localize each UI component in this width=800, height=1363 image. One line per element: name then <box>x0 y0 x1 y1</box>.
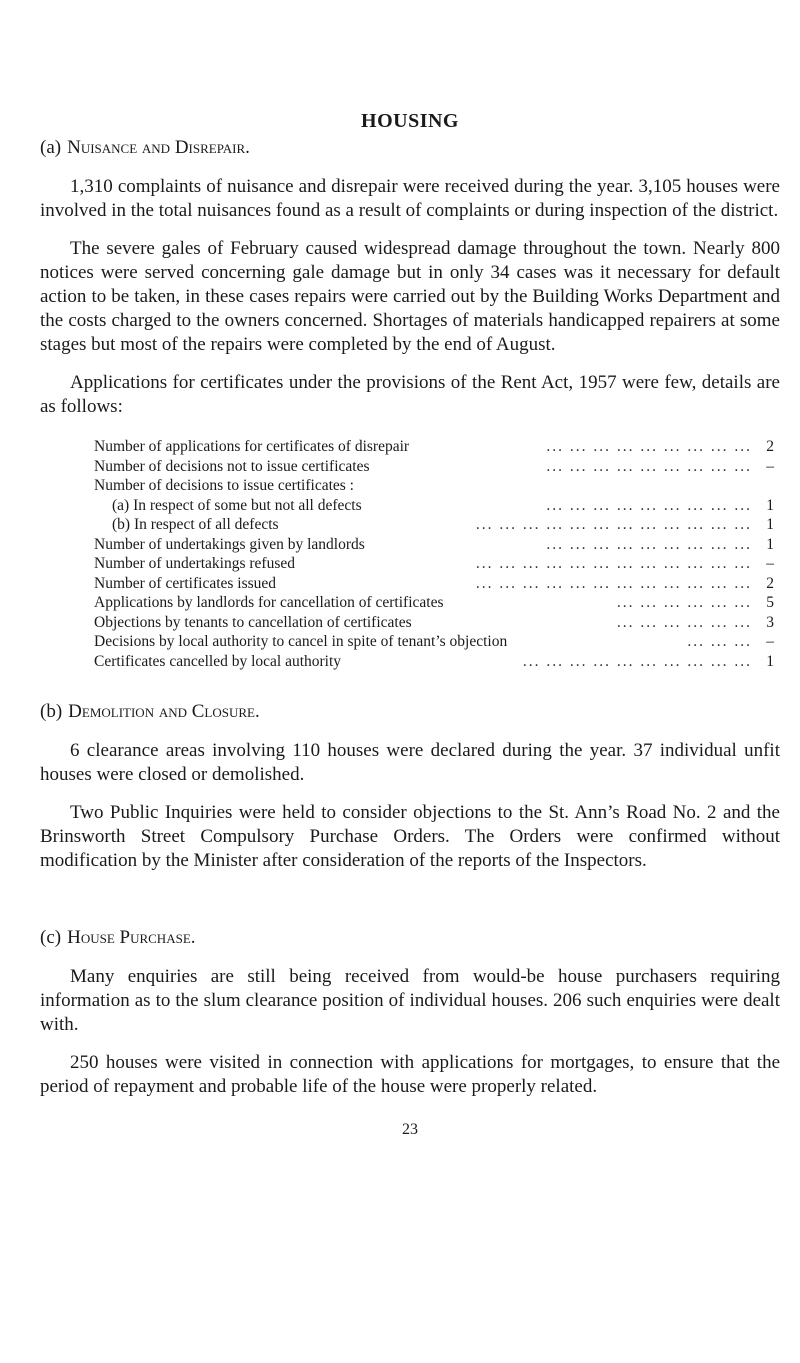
leader-dots: ... ... ... ... ... ... ... ... ... <box>546 496 752 514</box>
row-label: Certificates cancelled by local authority <box>94 652 342 670</box>
row-label: Decisions by local authority to cancel in spite of tenant’s objection <box>94 633 508 650</box>
table-row <box>94 632 774 652</box>
page-number: 23 <box>402 1121 418 1138</box>
document-page <box>40 110 780 1139</box>
row-label: Number of undertakings given by landlords <box>94 535 365 553</box>
leader-dots: ... ... ... ... ... ... ... ... ... <box>546 457 752 475</box>
section-c-heading <box>40 927 780 949</box>
row-label: Number of applications for certificates of disrepair <box>94 438 410 455</box>
section-a-paragraph-2: The severe gales of February caused widespread damage throughout the town. Nearly 800 notices were served concerning gale damage but in only 34 cases was it necessary for default action to be taken, in these cases repairs were carried out by the Building Works Department and the costs charged to the owners concerned. Shortages of materials handicapped repairers at some stages but most of the repairs were completed by the end of August. <box>40 238 780 355</box>
row-label: Number of undertakings refused <box>94 555 296 572</box>
row-label: Applications by landlords for cancellation of certificates <box>94 594 444 611</box>
leader-dots: ... ... ... ... ... ... ... ... ... <box>546 438 752 455</box>
row-label: Number of decisions not to issue certificates <box>94 457 370 475</box>
leader-dots: ... ... ... ... ... ... ... ... ... ... ... ... <box>475 574 752 592</box>
row-value: 5 <box>766 594 774 611</box>
row-value: 1 <box>766 516 774 533</box>
table-row <box>94 437 774 457</box>
leader-dots: ... ... ... ... ... ... <box>616 613 752 631</box>
page-title: HOUSING <box>361 110 459 132</box>
table-row <box>94 496 774 516</box>
section-b-label: (b) <box>40 701 63 722</box>
table-row <box>94 515 774 535</box>
leader-dots: ... ... ... <box>687 633 752 650</box>
section-a-paragraph-1: 1,310 complaints of nuisance and disrepair were received during the year. 3,105 houses were involved in the total nuisances found as a result of complaints or during inspection of the district. <box>40 176 780 221</box>
table-row <box>94 574 774 594</box>
table-row <box>94 652 774 672</box>
row-value: 2 <box>766 438 774 455</box>
row-value: 1 <box>766 496 774 514</box>
table-row <box>94 593 774 613</box>
leader-dots: ... ... ... ... ... ... ... ... ... ... ... ... <box>475 516 752 533</box>
section-a-paragraph-3: Applications for certificates under the provisions of the Rent Act, 1957 were few, details are as follows: <box>40 372 780 417</box>
row-value: – <box>766 633 774 650</box>
leader-dots: ... ... ... ... ... ... <box>616 594 752 611</box>
section-a-heading <box>40 137 780 159</box>
section-c-label: (c) <box>40 927 62 948</box>
row-label: Number of certificates issued <box>94 574 277 592</box>
table-row <box>94 613 774 633</box>
section-b-paragraph-2: Two Public Inquiries were held to consider objections to the St. Ann’s Road No. 2 and the Brinsworth Street Compulsory Purchase Orders. The Orders were confirmed without modification by the Minister after consideration of the reports of the Inspectors. <box>40 802 780 871</box>
table-row <box>94 457 774 477</box>
section-a-title: Nuisance and Disrepair. <box>67 137 250 158</box>
section-b-heading <box>40 701 780 723</box>
row-value: – <box>766 457 774 475</box>
section-c-paragraph-2: 250 houses were visited in connection with applications for mortgages, to ensure that the period of repayment and probable life of the house were properly related. <box>40 1052 780 1097</box>
row-value: – <box>766 555 774 572</box>
table-row <box>94 476 774 496</box>
section-a-label: (a) <box>40 137 62 158</box>
row-value: 1 <box>766 652 774 670</box>
row-label: Objections by tenants to cancellation of certificates <box>94 613 412 631</box>
row-label: Number of decisions to issue certificates : <box>94 477 354 494</box>
table-row <box>94 554 774 574</box>
row-label: (a) In respect of some but not all defects <box>112 496 362 514</box>
leader-dots: ... ... ... ... ... ... ... ... ... ... <box>522 652 752 670</box>
leader-dots: ... ... ... ... ... ... ... ... ... ... ... ... <box>475 555 752 572</box>
row-value: 3 <box>766 613 774 631</box>
section-b-title: Demolition and Closure. <box>68 701 260 722</box>
row-value: 1 <box>766 535 774 553</box>
row-label: (b) In respect of all defects <box>112 516 279 533</box>
section-c-title: House Purchase. <box>67 927 196 948</box>
table-row <box>94 535 774 555</box>
section-c-paragraph-1: Many enquiries are still being received from would-be house purchasers requiring information as to the slum clearance position of individual houses. 206 such enquiries were dealt with. <box>40 966 780 1035</box>
row-value: 2 <box>766 574 774 592</box>
certificates-table <box>94 437 774 671</box>
section-b-paragraph-1: 6 clearance areas involving 110 houses were declared during the year. 37 individual unfit houses were closed or demolished. <box>40 740 780 785</box>
row-value <box>758 476 774 496</box>
leader-dots: ... ... ... ... ... ... ... ... ... <box>546 535 752 553</box>
